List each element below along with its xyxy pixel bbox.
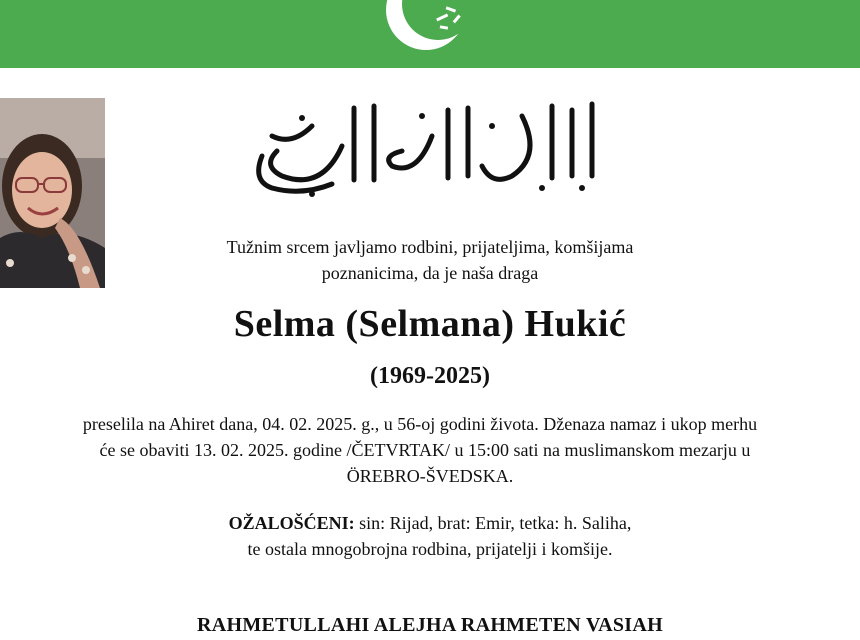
mourners-names: sin: Rijad, brat: Emir, tetka: h. Saliha, [354,513,632,533]
mourners-block [0,510,860,562]
details-line-2: će se obaviti 13. 02. 2025. godine /ČETVRTAK/ u 15:00 sati na muslimanskom mezarju u [99,440,751,460]
closing-prayer: RAHMETULLAHI ALEJHA RAHMETEN VASIAH [197,614,663,636]
deceased-name: Selma (Selmana) Hukić [233,303,627,345]
crescent-star-icon [376,0,476,60]
details-line-3: ÖREBRO-ŠVEDSKA. [346,466,514,486]
details-line-1: preselila na Ahiret dana, 04. 02. 2025. g., u 56-oj godini života. Dženaza namaz i ukop merhu [82,414,758,434]
mourners-label: OŽALOŠĆENI: [228,513,355,533]
mourners-line-2: te ostala mnogobrojna rodbina, prijatelji i komšije. [247,539,613,559]
funeral-details [0,411,860,489]
intro-line-2: poznanicima, da je naša draga [321,263,539,283]
deceased-years: (1969-2025) [370,363,490,389]
mourners-line-1 [0,510,860,536]
header-bar [0,0,860,68]
intro-text [0,234,860,286]
intro-line-1: Tužnim srcem javljamo rodbini, prijateljima, komšijama [226,237,634,257]
arabic-calligraphy [242,96,612,200]
